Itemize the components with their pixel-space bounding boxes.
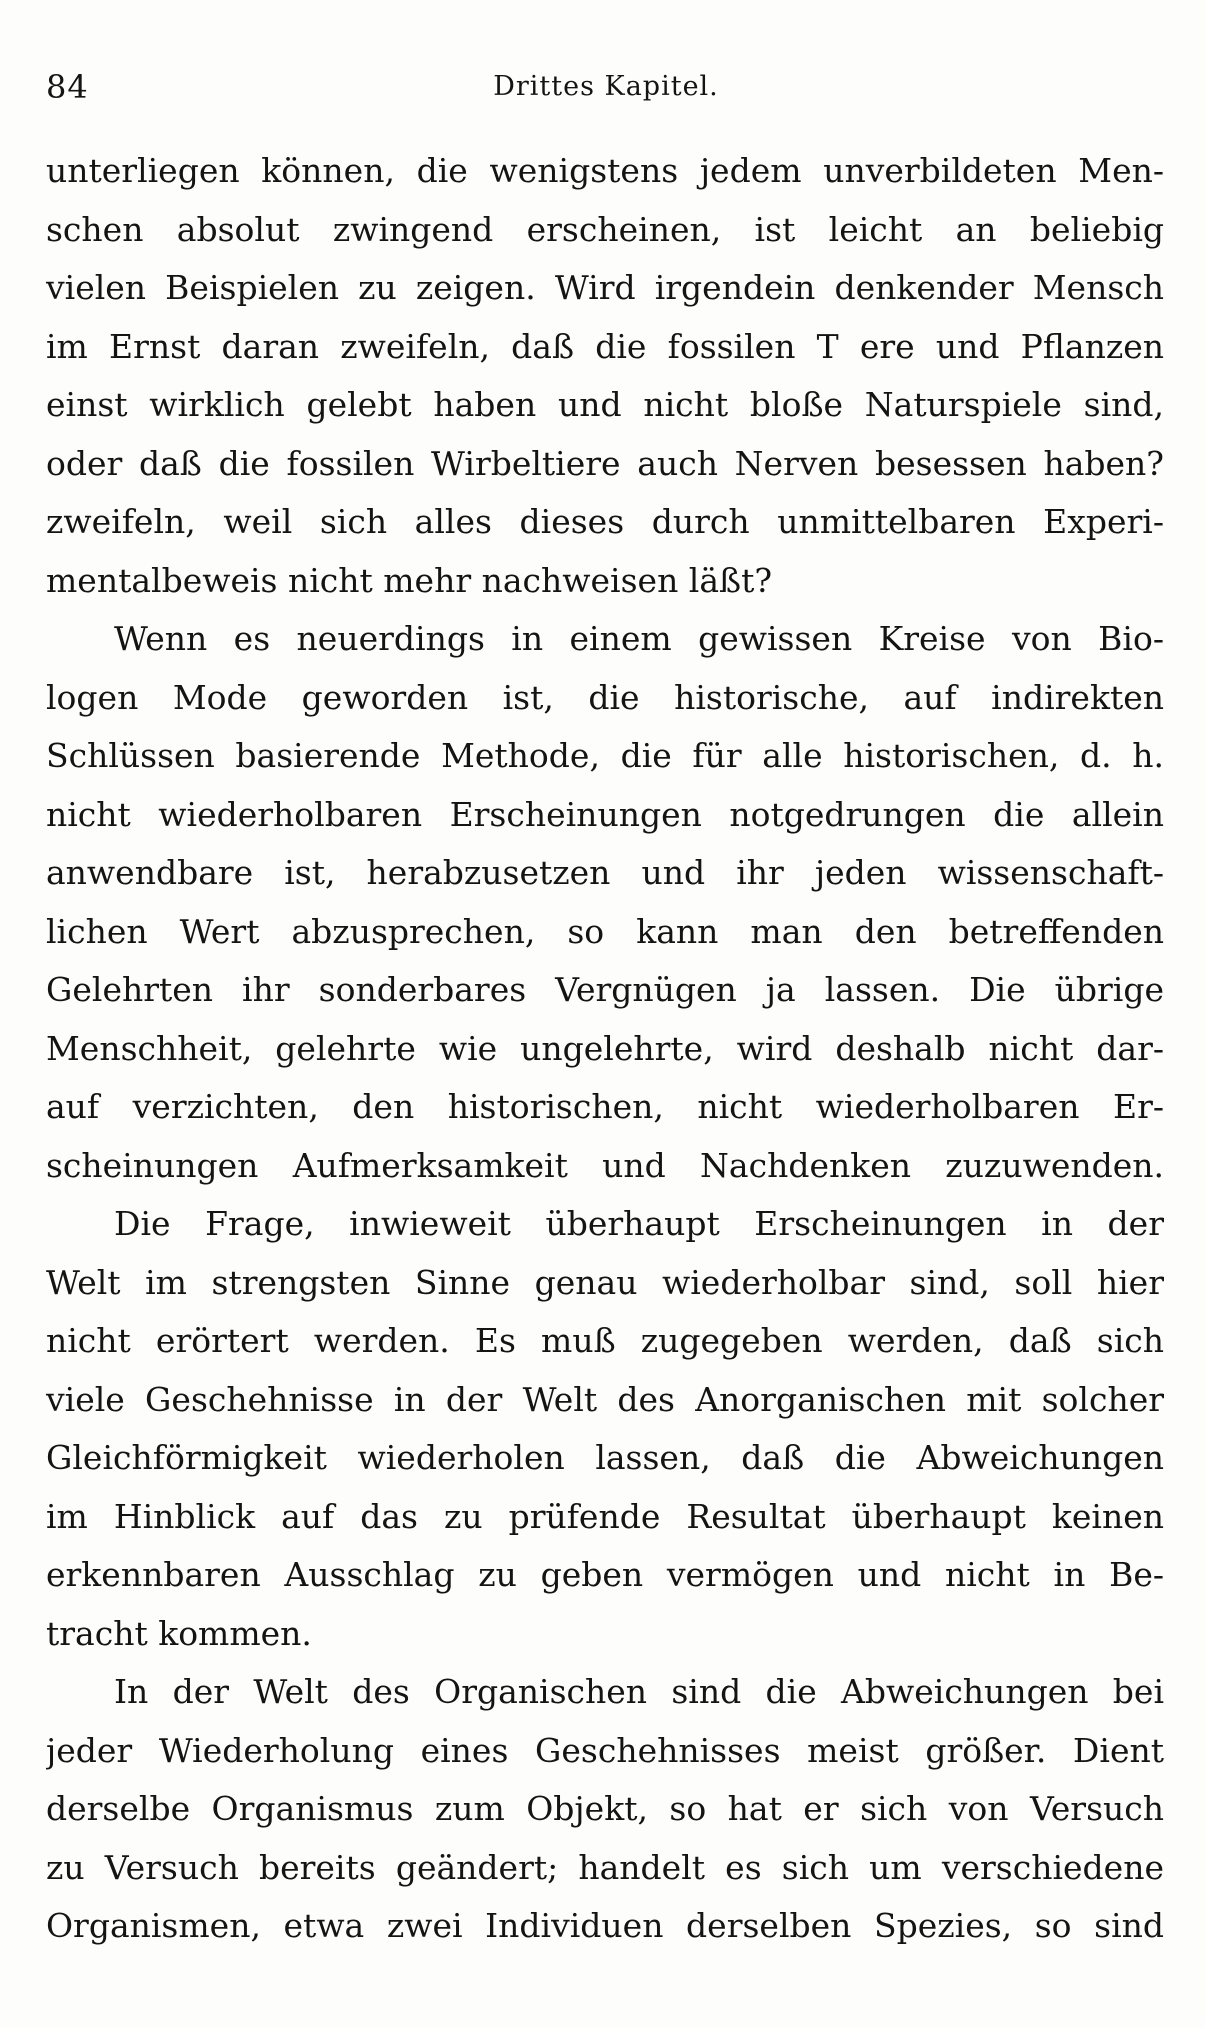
text-line: Schlüssen basierende Methode, die für alle historischen, d. h. <box>46 736 1164 775</box>
text-line: erkennbaren Ausschlag zu geben vermögen und nicht in Be- <box>46 1555 1164 1594</box>
paragraph <box>46 1195 1164 1663</box>
text-line: lichen Wert abzusprechen, so kann man den betreffenden <box>46 911 1164 951</box>
text-line: jeder Wiederholung eines Geschehnisses meist größer. Dient <box>46 1730 1164 1770</box>
text-line: im Ernst daran zweifeln, daß die fossilen T ere und Pflanzen <box>46 326 1164 366</box>
text-line: unterliegen können, die wenigstens jedem unverbildeten Men- <box>46 151 1164 190</box>
text-line: zweifeln, weil sich alles dieses durch unmittelbaren Experi- <box>46 502 1164 541</box>
text-line: einst wirklich gelebt haben und nicht bloße Naturspiele sind, <box>46 385 1164 424</box>
running-head: Drittes Kapitel. <box>493 71 719 102</box>
text-line: viele Geschehnisse in der Welt des Anorganischen mit solcher <box>46 1379 1164 1419</box>
body-text <box>46 142 1164 1956</box>
text-line: Welt im strengsten Sinne genau wiederholbar sind, soll hier <box>46 1262 1164 1302</box>
page-number: 84 <box>46 68 89 106</box>
text-line: zu Versuch bereits geändert; handelt es sich um verschiedene <box>46 1847 1164 1887</box>
text-line: Organismen, etwa zwei Individuen derselben Spezies, so sind <box>46 1906 1164 1945</box>
text-line: nicht wiederholbaren Erscheinungen notgedrungen die allein <box>46 794 1164 834</box>
text-line: scheinungen Aufmerksamkeit und Nachdenken zuzuwenden. <box>46 1145 1164 1185</box>
text-line: logen Mode geworden ist, die historische, auf indirekten <box>46 677 1164 717</box>
paragraph <box>46 610 1164 1195</box>
text-line: In der Welt des Organischen sind die Abweichungen bei <box>114 1672 1164 1711</box>
text-line: Die Frage, inwieweit überhaupt Erscheinungen in der <box>114 1204 1164 1243</box>
page-header <box>46 62 1166 112</box>
text-line: auf verzichten, den historischen, nicht wiederholbaren Er- <box>46 1087 1164 1126</box>
text-line: oder daß die fossilen Wirbeltiere auch Nerven besessen haben? <box>46 443 1164 483</box>
text-line: derselbe Organismus zum Objekt, so hat er sich von Versuch <box>46 1789 1164 1828</box>
text-line: mentalbeweis nicht mehr nachweisen läßt? <box>46 560 773 600</box>
text-line: tracht kommen. <box>46 1613 312 1653</box>
text-line: Menschheit, gelehrte wie ungelehrte, wird deshalb nicht dar- <box>46 1028 1164 1068</box>
text-line: anwendbare ist, herabzusetzen und ihr jeden wissenschaft- <box>46 853 1164 892</box>
text-line: vielen Beispielen zu zeigen. Wird irgendein denkender Mensch <box>46 268 1164 307</box>
text-line: Gelehrten ihr sonderbares Vergnügen ja lassen. Die übrige <box>46 970 1164 1009</box>
text-line: schen absolut zwingend erscheinen, ist leicht an beliebig <box>46 209 1164 249</box>
text-line: im Hinblick auf das zu prüfende Resultat überhaupt keinen <box>46 1496 1164 1536</box>
text-line: Wenn es neuerdings in einem gewissen Kreise von Bio- <box>114 619 1164 658</box>
text-line: Gleichförmigkeit wiederholen lassen, daß die Abweichungen <box>46 1438 1164 1477</box>
paragraph <box>46 1663 1164 1956</box>
paragraph <box>46 142 1164 610</box>
text-line: nicht erörtert werden. Es muß zugegeben werden, daß sich <box>46 1321 1164 1360</box>
